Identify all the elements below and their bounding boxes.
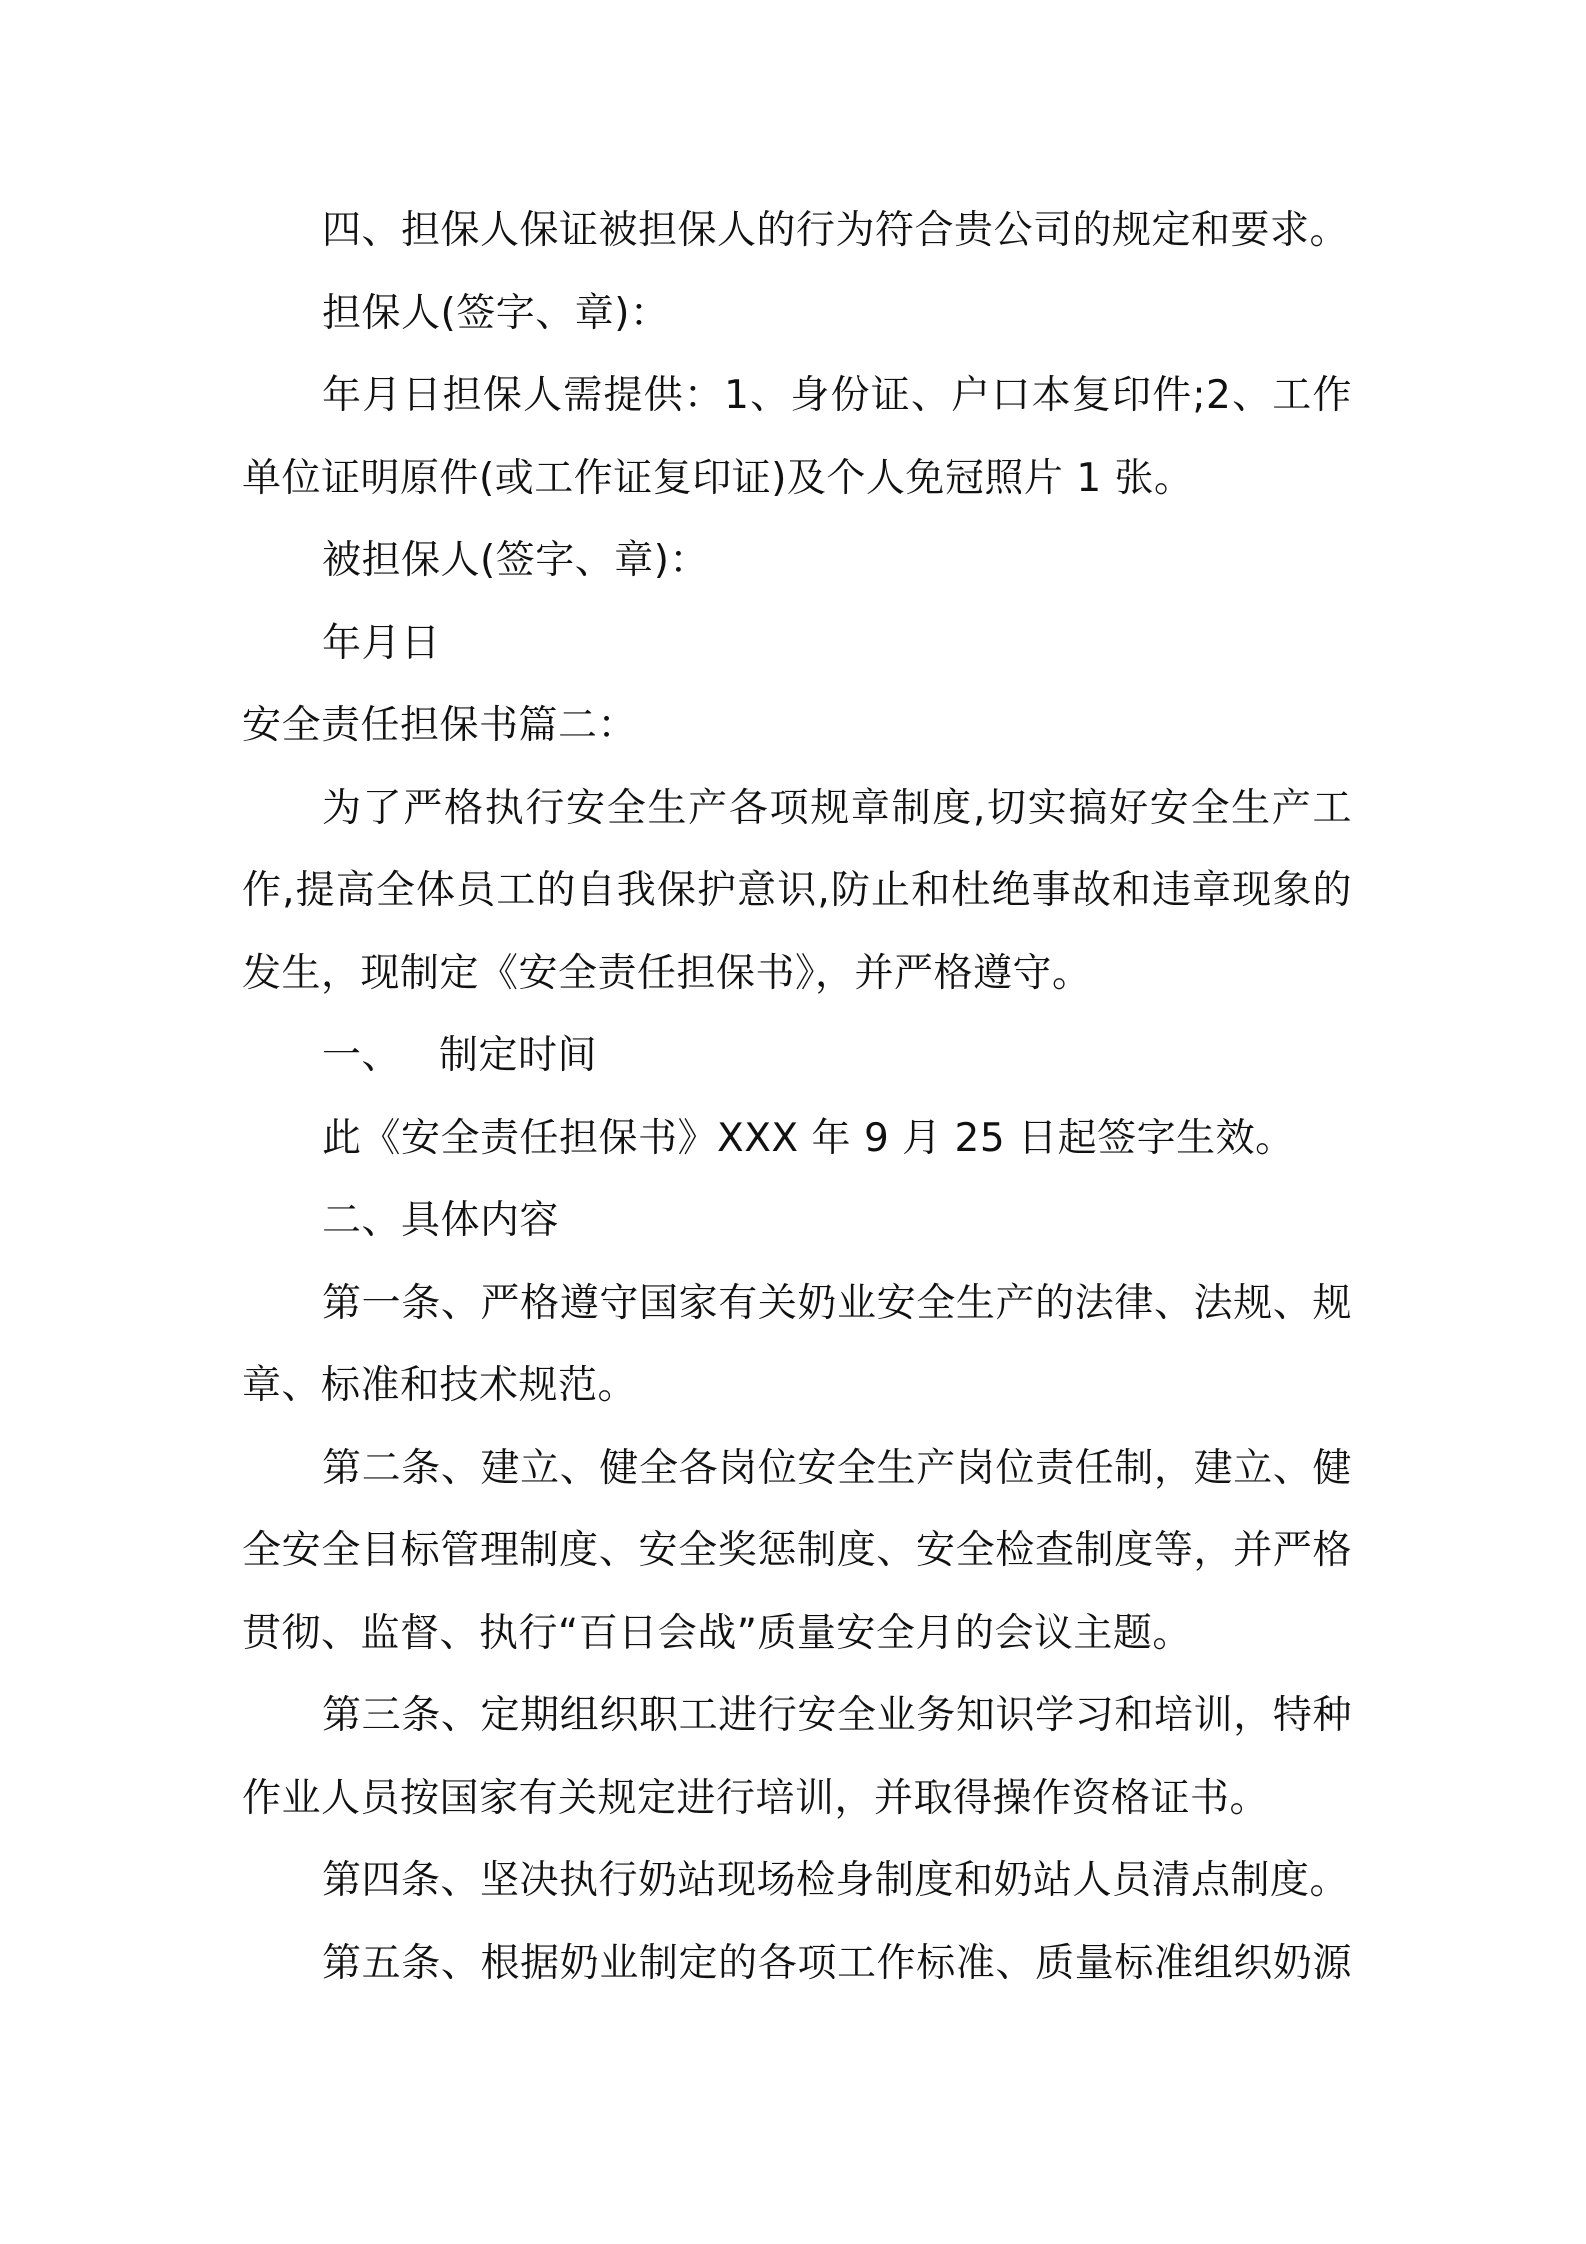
intro-paragraph-line-1: 为了严格执行安全生产各项规章制度,切实搞好安全生产工: [322, 785, 1352, 831]
guarantor-signature-line: 担保人(签字、章)：: [322, 290, 670, 336]
article-one-line-1: 第一条、严格遵守国家有关奶业安全生产的法律、法规、规: [322, 1280, 1352, 1326]
article-three-line-2: 作业人员按国家有关规定进行培训，并取得操作资格证书。: [242, 1775, 1270, 1821]
article-five-line-1: 第五条、根据奶业制定的各项工作标准、质量标准组织奶源: [322, 1940, 1352, 1986]
heading-effective-time: [242, 1015, 1352, 1098]
article-two-line-3: 贯彻、监督、执行“百日会战”质量安全月的会议主题。: [242, 1610, 1192, 1656]
heading-specific-content: 二、具体内容: [322, 1198, 560, 1243]
document-body: [242, 190, 1352, 2005]
intro-paragraph-line-3: 发生，现制定《安全责任担保书》，并严格遵守。: [242, 950, 1092, 996]
article-two-line-2: 全安全目标管理制度、安全奖惩制度、安全检查制度等，并严格: [242, 1528, 1352, 1573]
section-title: 安全责任担保书篇二：: [242, 703, 638, 748]
effective-date-line: 此《安全责任担保书》XXX 年 9 月 25 日起签字生效。: [322, 1115, 1295, 1161]
guarantor-requirements-line-1: 年月日担保人需提供：1、身份证、户口本复印件;2、工作: [322, 373, 1352, 418]
clause-four-line: 四、担保人保证被担保人的行为符合贵公司的规定和要求。: [322, 208, 1350, 253]
article-two-line-1: 第二条、建立、健全各岗位安全生产岗位责任制，建立、健: [322, 1445, 1352, 1491]
intro-paragraph-line-2: 作,提高全体员工的自我保护意识,防止和杜绝事故和违章现象的: [242, 868, 1352, 913]
guarantor-requirements-line-2: 单位证明原件(或工作证复印证)及个人免冠照片 1 张。: [242, 455, 1194, 501]
article-three-line-1: 第三条、定期组织职工进行安全业务知识学习和培训，特种: [322, 1693, 1352, 1738]
heading-number: 一、: [322, 1033, 402, 1078]
guaranteed-signature-line: 被担保人(签字、章)：: [322, 538, 709, 583]
heading-text: 制定时间: [439, 1033, 598, 1078]
article-four-line: 第四条、坚决执行奶站现场检身制度和奶站人员清点制度。: [322, 1858, 1350, 1903]
article-one-line-2: 章、标准和技术规范。: [242, 1363, 638, 1408]
date-line: 年月日: [322, 620, 441, 666]
